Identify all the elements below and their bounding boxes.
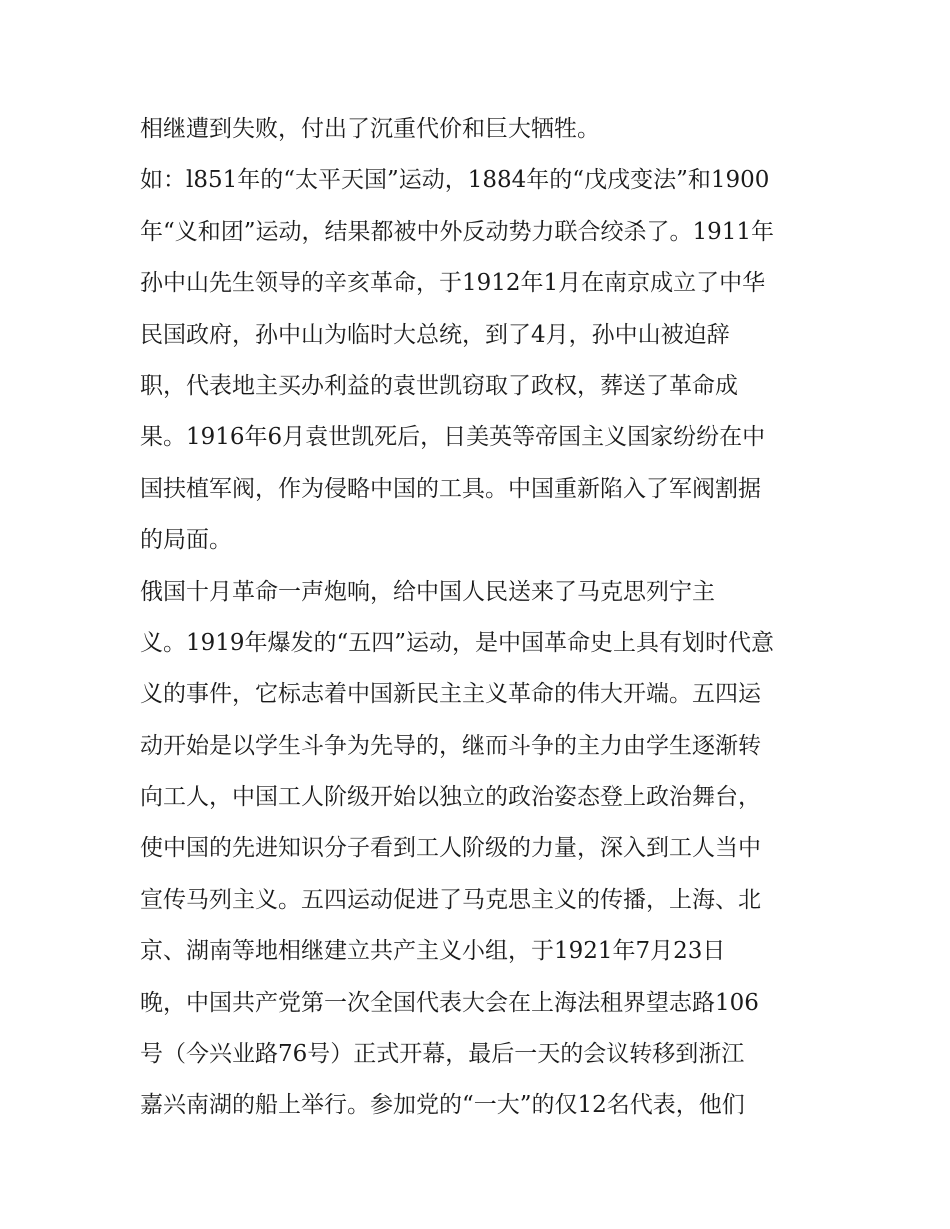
text-line: 年“义和团”运动，结果都被中外反动势力联合绞杀了。1911年 (140, 218, 775, 245)
text-line: 如：l851年的“太平天国”运动，1884年的“戊戌变法”和1900 (140, 167, 770, 194)
text-line: 民国政府，孙中山为临时大总统，到了4月，孙中山被迫辞 (140, 321, 730, 348)
text-line: 相继遭到失败，付出了沉重代价和巨大牺牲。 (140, 116, 600, 142)
text-line: 义的事件，它标志着中国新民主主义革命的伟大开端。五四运 (140, 681, 761, 708)
text-line: 使中国的先进知识分子看到工人阶级的力量，深入到工人当中 (140, 835, 761, 862)
text-line: 孙中山先生领导的辛亥革命，于1912年1月在南京成立了中华 (140, 270, 766, 297)
text-line: 国扶植军阀，作为侵略中国的工具。中国重新陷入了军阀割据 (140, 475, 761, 502)
body-text (140, 104, 820, 1132)
text-line: 职，代表地主买办利益的袁世凯窃取了政权，葬送了革命成 (140, 372, 738, 399)
text-line: 晚，中国共产党第一次全国代表大会在上海法租界望志路106 (140, 989, 759, 1016)
text-line: 嘉兴南湖的船上举行。参加党的“一大”的仅12名代表，他们 (140, 1092, 745, 1119)
text-line: 果。1916年6月袁世凯死后，日美英等帝国主义国家纷纷在中 (140, 424, 766, 451)
text-line: 俄国十月革命一声炮响，给中国人民送来了马克思列宁主 (140, 578, 715, 605)
text-line: 京、湖南等地相继建立共产主义小组，于1921年7月23日 (140, 938, 726, 965)
text-line: 号（今兴业路76号）正式开幕，最后一天的会议转移到浙江 (140, 1041, 745, 1068)
text-line: 宣传马列主义。五四运动促进了马克思主义的传播，上海、北 (140, 886, 761, 913)
text-line: 义。1919年爆发的“五四”运动，是中国革命史上具有划时代意 (140, 629, 775, 656)
text-line: 的局面。 (140, 527, 232, 554)
text-line: 向工人，中国工人阶级开始以独立的政治姿态登上政治舞台， (140, 784, 761, 811)
text-line: 动开始是以学生斗争为先导的，继而斗争的主力由学生逐渐转 (140, 732, 761, 759)
